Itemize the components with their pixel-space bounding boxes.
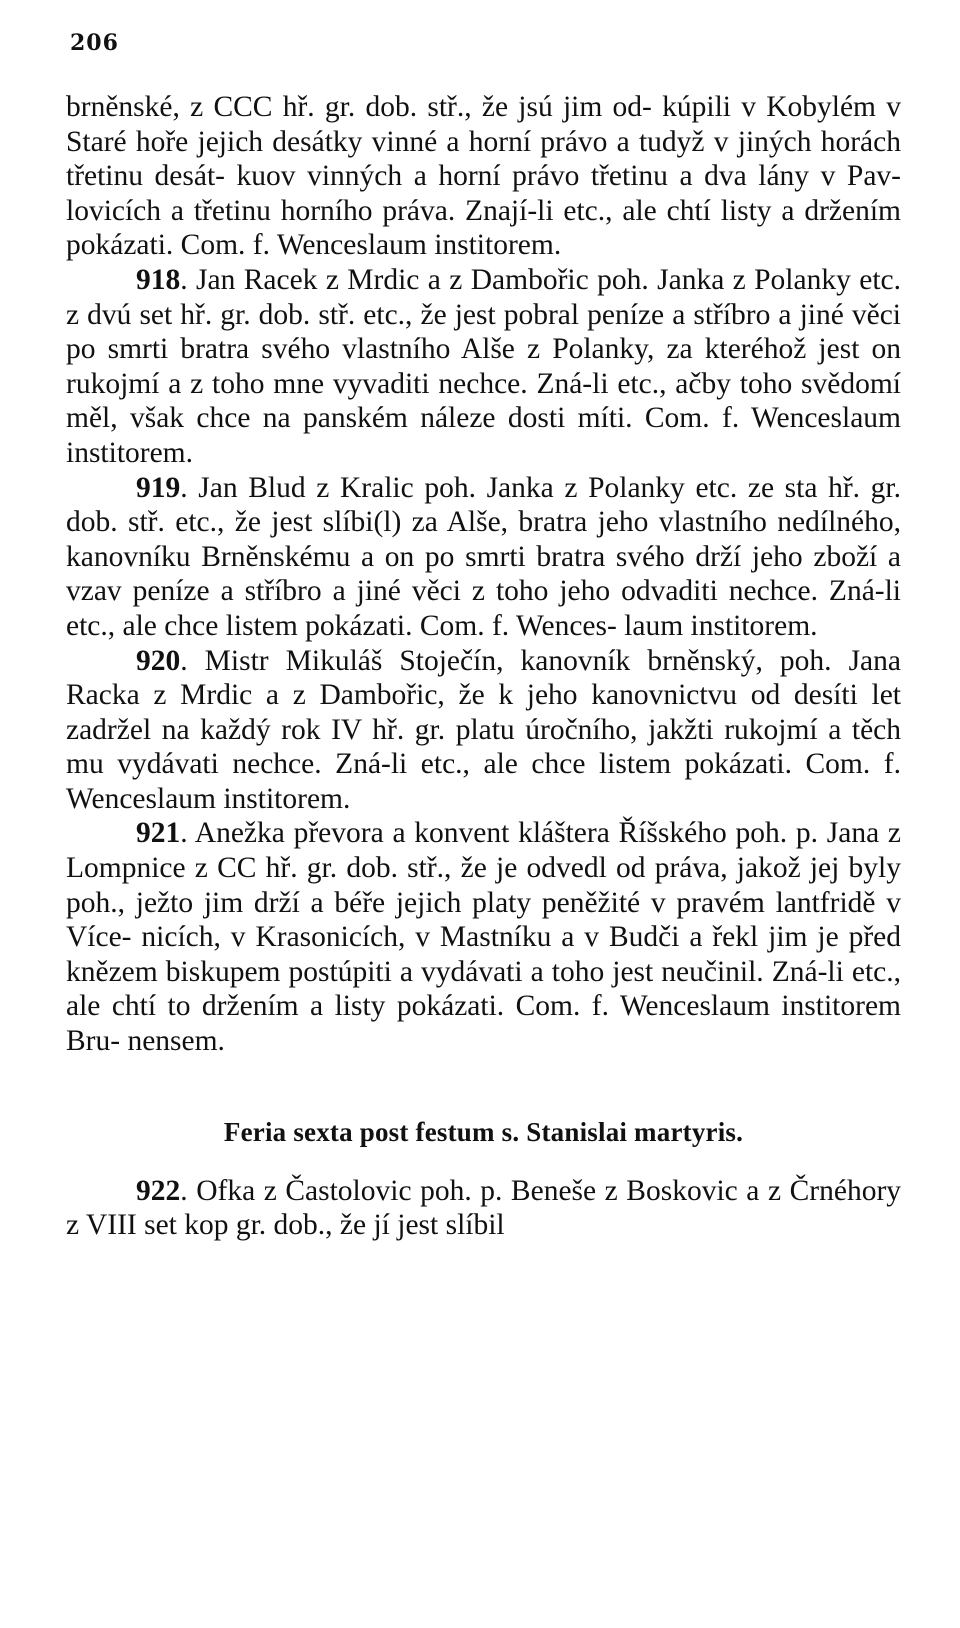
entry-918: 918. Jan Racek z Mrdic a z Dambořic poh. Janka z Polanky etc. z dvú set hř. gr. dob. stř. etc., že jest pobral peníze a stříbro a jiné věci po smrti bratra svého vlastního Alše z Polanky, za kteréhož jest on rukojmí a z toho mne vyvaditi nechce. Zná-li etc., ačby toho svědomí měl, však chce na panském náleze dosti míti. Com. f. Wenceslaum institorem. [66, 263, 901, 469]
entry-number: 918 [136, 263, 181, 296]
entry-number: 921 [136, 817, 181, 850]
entry-920: 920. Mistr Mikuláš Stoječín, kanovník brněnský, poh. Jana Racka z Mrdic a z Dambořic, že k jeho kanovnictvu od desíti let zadržel na každý rok IV hř. gr. platu úročního, jakžti rukojmí a těch mu vydávati nechce. Zná-li etc., ale chce listem pokázati. Com. f. Wenceslaum institorem. [66, 644, 901, 815]
entry-number: 919 [136, 471, 181, 504]
entry-text: Mistr Mikuláš Stoječín, kanovník brněnský, poh. Jana Racka z Mrdic a z Dambořic, že k jeho kanovnictvu od desíti let zadržel na každý rok IV hř. gr. platu úročního, jakžti rukojmí a těch mu vydávati nechce. Zná-li etc., ale chce listem pokázati. Com. f. Wenceslaum institorem. [66, 644, 901, 815]
entry-number: 922 [136, 1174, 181, 1207]
section-heading: Feria sexta post festum s. Stanislai martyris. [223, 1116, 744, 1147]
entry-text: Jan Racek z Mrdic a z Dambořic poh. Janka z Polanky etc. z dvú set hř. gr. dob. stř. etc., že jest pobral peníze a stříbro a jiné věci po smrti bratra svého vlastního Alše z Polanky, za kteréhož jest on rukojmí a z toho mne vyvaditi nechce. Zná-li etc., ačby toho svědomí měl, však chce na panském náleze dosti míti. Com. f. Wenceslaum institorem. [66, 263, 901, 469]
intro-paragraph: brněnské, z CCC hř. gr. dob. stř., že jsú jim od- kúpili v Kobylém v Staré hoře jejich desátky vinné a horní právo a tudyž v jiných horách třetinu desát- kuov vinných a horní právo třetinu a dva lány v Pav- lovicích a třetinu horního práva. Znají-li etc., ale chtí listy a držením pokázati. Com. f. Wenceslaum institorem. [66, 91, 901, 262]
entry-919: 919. Jan Blud z Kralic poh. Janka z Polanky etc. ze sta hř. gr. dob. stř. etc., že jest slíbi(l) za Alše, bratra jeho vlastního nedílného, kanovníku Brněnskému a on po smrti bratra svého drží jeho zboží a vzav peníze a stříbro a jiné věci z toho jeho odvaditi nechce. Zná-li etc., ale chce listem pokázati. Com. f. Wences- laum institorem. [66, 471, 901, 642]
entry-922: 922. Ofka z Častolovic poh. p. Beneše z Boskovic a z Črnéhory z VIII set kop gr. dob., že jí jest slíbil [66, 1174, 902, 1242]
entry-921: 921. Anežka převora a konvent kláštera Říšského poh. p. Jana z Lompnice z CC hř. gr. dob. stř., že je odvedl od práva, jakož jej byly poh., ježto jim drží a béře jejich platy peněžité v pravém lantfridě v Více- nicích, v Krasonicích, v Mastníku a v Budči a řekl jim je před knězem biskupem postúpiti a vydávati a toho jest neučinil. Zná-li etc., ale chtí to držením a listy pokázati. Com. f. Wenceslaum institorem Bru- nensem. [66, 817, 902, 1058]
page-number: 206 [70, 30, 119, 56]
entry-text: Jan Blud z Kralic poh. Janka z Polanky etc. ze sta hř. gr. dob. stř. etc., že jest slíbi(l) za Alše, bratra jeho vlastního nedílného, kanovníku Brněnskému a on po smrti bratra svého drží jeho zboží a vzav peníze a stříbro a jiné věci z toho jeho odvaditi nechce. Zná-li etc., ale chce listem pokázati. Com. f. Wences- laum institorem. [66, 471, 901, 642]
entry-number: 920 [136, 644, 181, 677]
entry-text: Anežka převora a konvent kláštera Říšského poh. p. Jana z Lompnice z CC hř. gr. dob. stř., že je odvedl od práva, jakož jej byly poh., ježto jim drží a béře jejich platy peněžité v pravém lantfridě v Více- nicích, v Krasonicích, v Mastníku a v Budči a řekl jim je před knězem biskupem postúpiti a vydávati a toho jest neučinil. Zná-li etc., ale chtí to držením a listy pokázati. Com. f. Wenceslaum institorem Bru- nensem. [66, 817, 902, 1058]
text-column [66, 90, 901, 1243]
entry-text: Ofka z Častolovic poh. p. Beneše z Boskovic a z Črnéhory z VIII set kop gr. dob., že jí jest slíbil [66, 1174, 902, 1242]
